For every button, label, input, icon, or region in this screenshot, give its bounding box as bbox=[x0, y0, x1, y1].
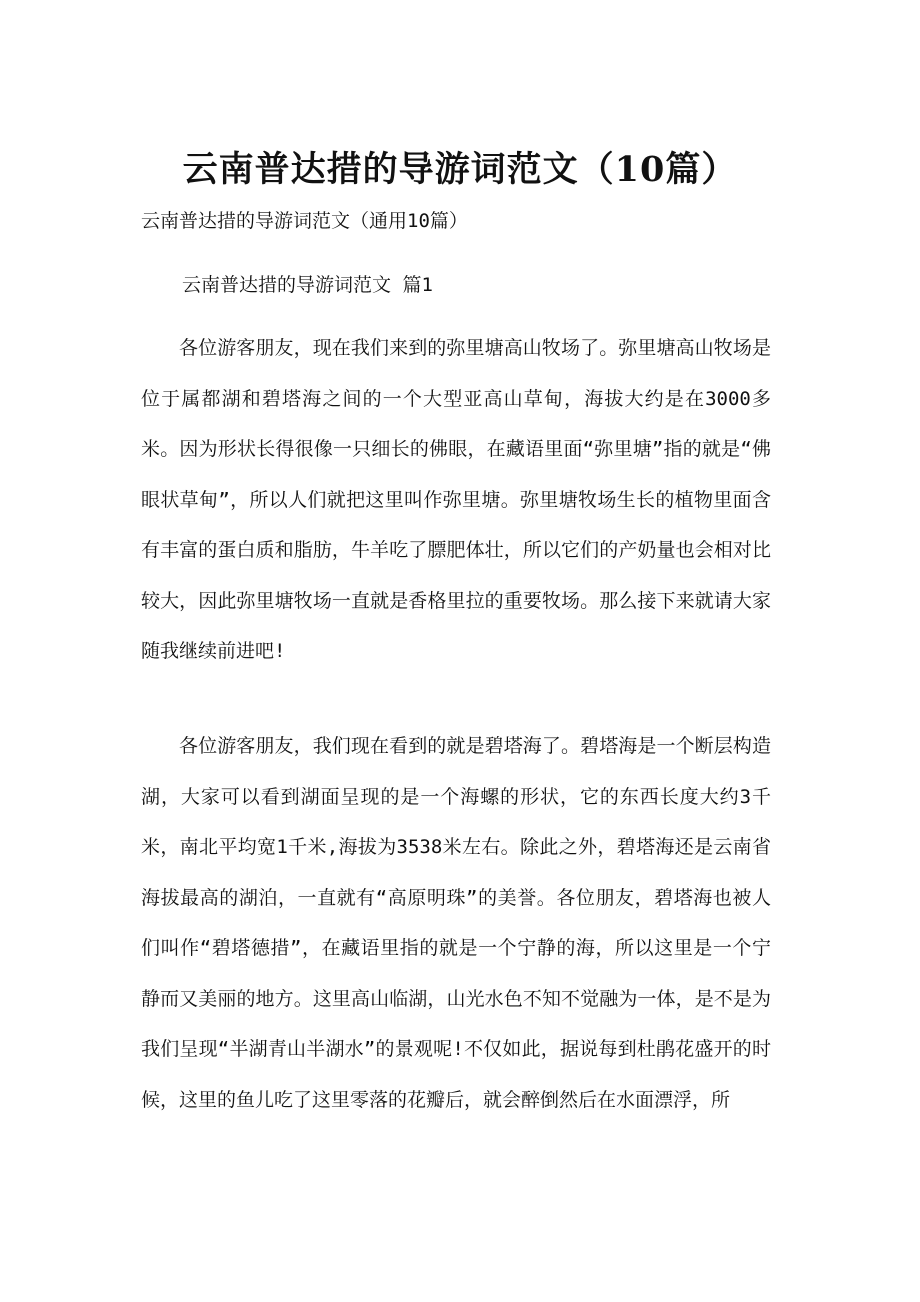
section-heading: 云南普达措的导游词范文 篇1 bbox=[182, 274, 433, 296]
body-paragraph: 各位游客朋友，我们现在看到的就是碧塔海了。碧塔海是一个断层构造湖，大家可以看到湖面呈现的是一个海螺的形状，它的东西长度大约3千米，南北平均宽1千米,海拔为3538米左右。除此之外，碧塔海还是云南省海拔最高的湖泊，一直就有“高原明珠”的美誉。各位朋友，碧塔海也被人们叫作“碧塔德措”，在藏语里指的就是一个宁静的海，所以这里是一个宁静而又美丽的地方。这里高山临湖，山光水色不知不觉融为一体，是不是为我们呈现“半湖青山半湖水”的景观呢!不仅如此，据说每到杜鹃花盛开的时候，这里的鱼儿吃了这里零落的花瓣后，就会醉倒然后在水面漂浮，所 bbox=[141, 735, 771, 1111]
body-paragraph: 各位游客朋友，现在我们来到的弥里塘高山牧场了。弥里塘高山牧场是位于属都湖和碧塔海之间的一个大型亚高山草甸，海拔大约是在3000多米。因为形状长得很像一只细长的佛眼，在藏语里面“弥里塘”指的就是“佛眼状草甸”，所以人们就把这里叫作弥里塘。弥里塘牧场生长的植物里面含有丰富的蛋白质和脂肪，牛羊吃了膘肥体壮，所以它们的产奶量也会相对比较大，因此弥里塘牧场一直就是香格里拉的重要牧场。那么接下来就请大家随我继续前进吧! bbox=[141, 337, 771, 662]
document-title: 云南普达措的导游词范文（10篇） bbox=[182, 149, 738, 190]
document-subtitle: 云南普达措的导游词范文（通用10篇） bbox=[141, 210, 468, 232]
